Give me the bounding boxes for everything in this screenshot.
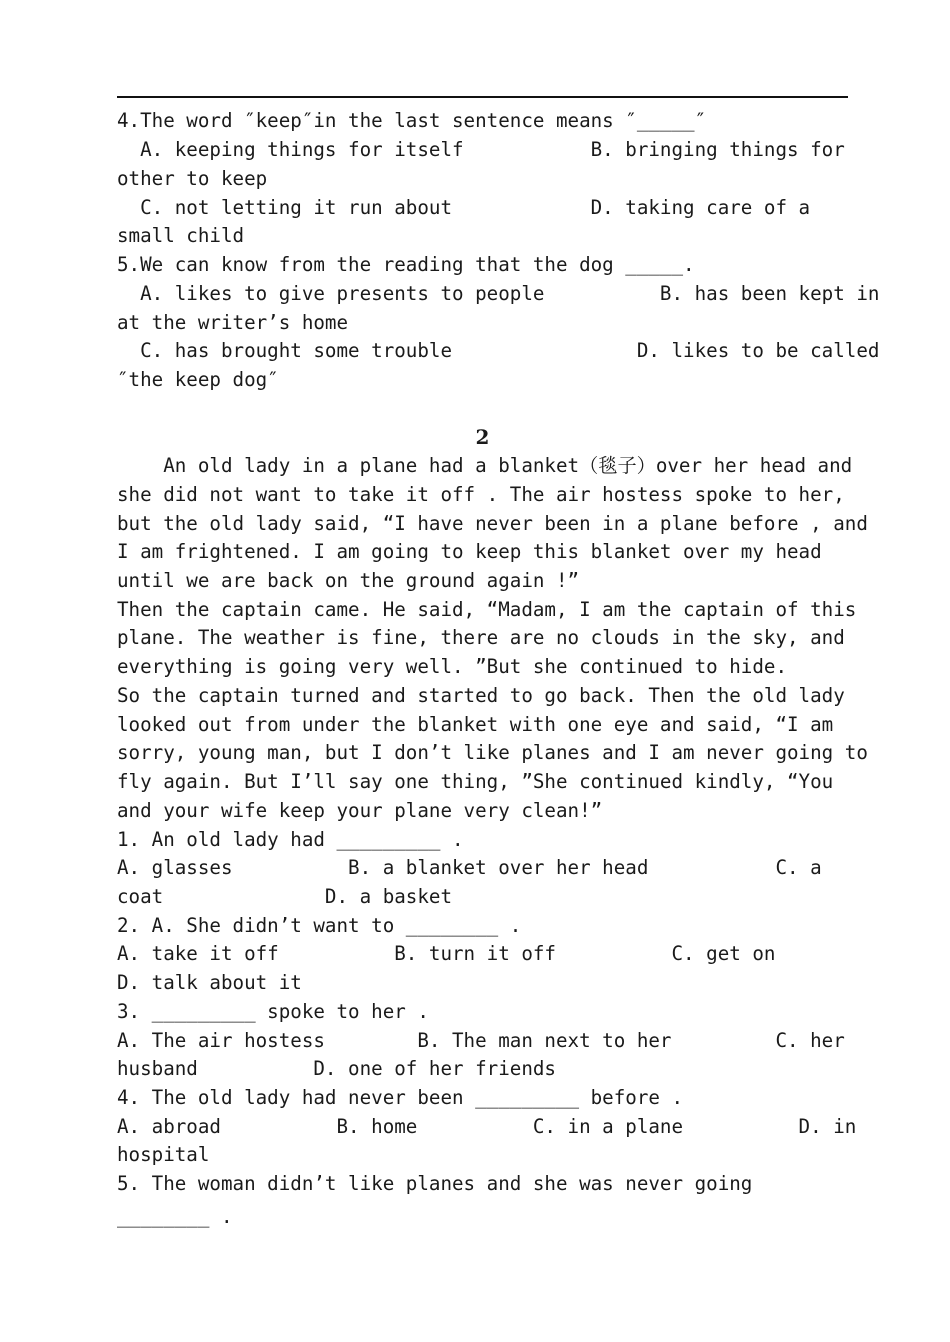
passage-line: So the captain turned and started to go back. Then the old lady — [117, 684, 845, 707]
question-1-options-cont: coat D. a basket — [117, 885, 453, 908]
question-3-options: A. The air hostess B. The man next to her C. her — [117, 1029, 845, 1052]
question-2-stem: 2. A. She didn’t want to ________ . — [117, 914, 522, 937]
passage-line: I am frightened. I am going to keep this blanket over my head — [117, 540, 822, 563]
q4-options-ab: A. keeping things for itself B. bringing things for — [117, 138, 845, 161]
question-3-stem: 3. _________ spoke to her . — [117, 1000, 429, 1023]
q5-options-ab-cont: at the writer’s home — [117, 311, 349, 334]
passage-line: everything is going very well. ”But she continued to hide. — [117, 655, 788, 678]
question-5-blank: ________ . — [117, 1205, 233, 1228]
q5-options-cd-cont: ″the keep dog″ — [117, 368, 279, 391]
q4-stem: 4.The word ″keep″in the last sentence means ″_____″ — [117, 109, 707, 132]
passage-line: sorry, young man, but I don’t like planes and I am never going to — [117, 741, 868, 764]
question-3-options-cont: husband D. one of her friends — [117, 1057, 556, 1080]
question-1-stem: 1. An old lady had _________ . — [117, 828, 464, 851]
question-4-options-cont: hospital — [117, 1143, 210, 1166]
passage-line: but the old lady said, “I have never been in a plane before , and — [117, 512, 868, 535]
passage-line: looked out from under the blanket with one eye and said, “I am — [117, 713, 834, 736]
header-rule — [117, 96, 848, 98]
passage-line: Then the captain came. He said, “Madam, I am the captain of this — [117, 598, 857, 621]
passage-line: she did not want to take it off . The air hostess spoke to her, — [117, 483, 845, 506]
question-1-options: A. glasses B. a blanket over her head C. a — [117, 856, 822, 879]
q5-options-ab: A. likes to give presents to people B. has been kept in — [117, 282, 880, 305]
q5-stem: 5.We can know from the reading that the dog _____. — [117, 253, 695, 276]
question-2-options: A. take it off B. turn it off C. get on — [117, 942, 776, 965]
question-4-stem: 4. The old lady had never been _________ before . — [117, 1086, 684, 1109]
passage-line: and your wife keep your plane very clean!” — [117, 799, 603, 822]
question-5-stem: 5. The woman didn’t like planes and she was never going — [117, 1172, 753, 1195]
passage-line: fly again. But I’ll say one thing, ”She continued kindly, “You — [117, 770, 834, 793]
question-2-options-cont: D. talk about it — [117, 971, 302, 994]
q4-options-ab-cont: other to keep — [117, 167, 268, 190]
q5-options-cd: C. has brought some trouble D. likes to be called — [117, 339, 880, 362]
section-heading: 2 — [475, 425, 490, 449]
passage-line: until we are back on the ground again !” — [117, 569, 580, 592]
question-4-options: A. abroad B. home C. in a plane D. in — [117, 1115, 857, 1138]
passage-line: An old lady in a plane had a blanket（毯子）over her head and — [117, 454, 853, 477]
passage-line: plane. The weather is fine, there are no clouds in the sky, and — [117, 626, 845, 649]
q4-options-cd-cont: small child — [117, 224, 245, 247]
q4-options-cd: C. not letting it run about D. taking care of a — [117, 196, 811, 219]
